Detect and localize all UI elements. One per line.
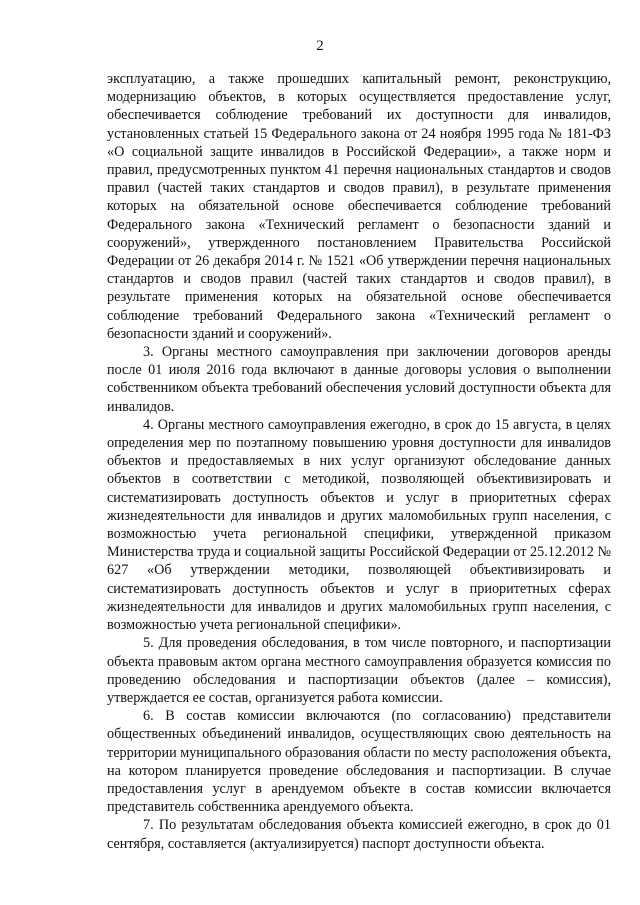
paragraph-item-7: 7. По результатам обследования объекта комиссией ежегодно, в срок до 01 сентября, составляется (актуализируется) паспорт доступности объекта.: [107, 817, 611, 852]
page-number: 2: [316, 38, 324, 54]
paragraph-item-6: 6. В состав комиссии включаются (по согласованию) представители общественных объединений инвалидов, осуществляющих свою деятельность на территории муниципального образования области по месту расположения объекта, на котором планируется проведение обследования и паспортизации. В случае предоставления услуг в арендуемом объекте в состав комиссии включается представитель собственника арендуемого объекта.: [107, 708, 611, 816]
paragraph-item-4: 4. Органы местного самоуправления ежегодно, в срок до 15 августа, в целях определения мер по поэтапному повышению уровня доступности для инвалидов объектов и предоставляемых в них услуг организуют обследование данных объектов в соответствии с методикой, позволяющей объективизировать и систематизировать доступность объектов и услуг в приоритетных сферах жизнедеятельности для инвалидов и других маломобильных групп населения, с возможностью учета региональной специфики, утвержденной приказом Министерства труда и социальной защиты Российской Федерации от 25.12.2012 № 627 «Об утверждении методики, позволяющей объективизировать и систематизировать доступность объектов и услуг в приоритетных сферах жизнедеятельности для инвалидов и других маломобильных групп населения, с возможностью учета региональной специфики».: [107, 416, 611, 634]
paragraph-item-3: 3. Органы местного самоуправления при заключении договоров аренды после 01 июля 2016 года включают в данные договоры условия о выполнении собственником объекта требований обеспечения условий доступности объекта для инвалидов.: [107, 344, 611, 415]
paragraph-continuation: эксплуатацию, а также прошедших капитальный ремонт, реконструкцию, модернизацию объектов, в которых осуществляется предоставление услуг, обеспечивается соблюдение требований их доступности для инвалидов, установленных статьей 15 Федерального закона от 24 ноября 1995 года № 181-ФЗ «О социальной защите инвалидов в Российской Федерации», а также норм и правил, предусмотренных пунктом 41 перечня национальных стандартов и сводов правил (частей таких стандартов и сводов правил), в результате применения которых на обязательной основе обеспечивается соблюдение требований Федерального закона «Технический регламент о безопасности зданий и сооружений», утвержденного постановлением Правительства Российской Федерации от 26 декабря 2014 г. № 1521 «Об утверждении перечня национальных стандартов и сводов правил (частей таких стандартов и сводов правил), в результате применения которых на обязательной основе обеспечивается соблюдение требований Федерального закона «Технический регламент о безопасности зданий и сооружений».: [107, 71, 611, 342]
paragraph-item-5: 5. Для проведения обследования, в том числе повторного, и паспортизации объекта правовым актом органа местного самоуправления образуется комиссия по проведению обследования и паспортизации объектов (далее – комиссия), утверждается ее состав, организуется работа комиссии.: [107, 635, 611, 706]
document-body: [107, 70, 611, 853]
